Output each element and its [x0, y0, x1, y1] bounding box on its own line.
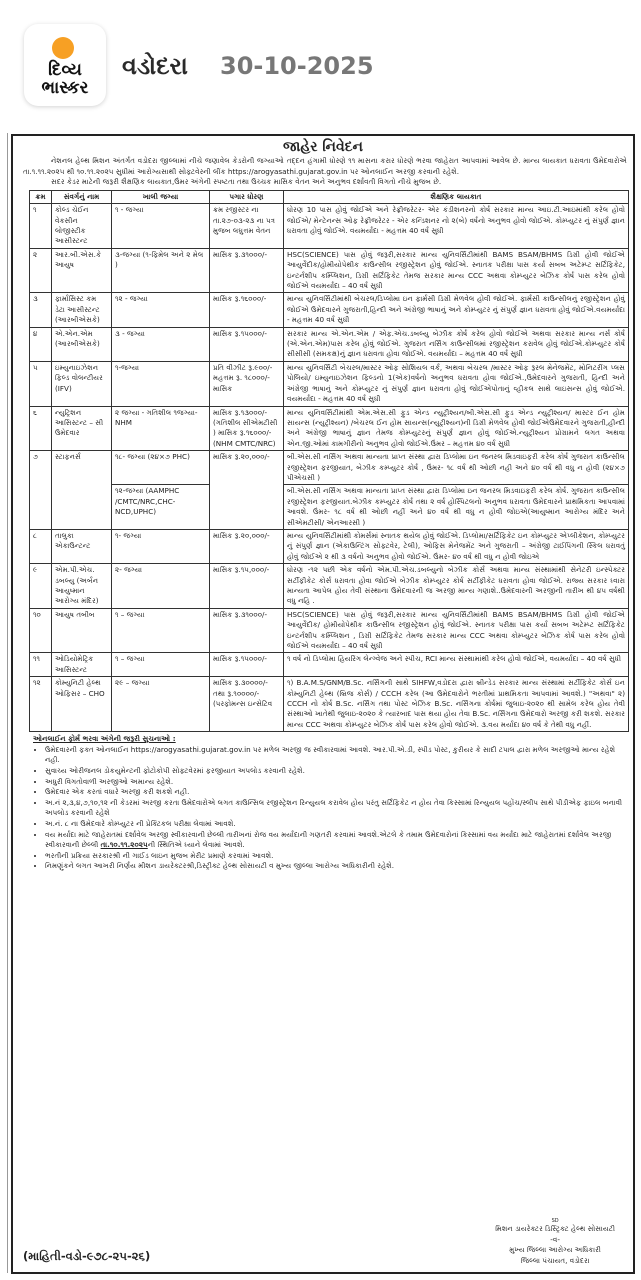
logo-text-line2: ભાસ્કર	[41, 78, 89, 98]
vacancy-cell: ૩ - જગ્યા	[112, 327, 210, 361]
instruction-item: • અ.નં ૨,૩,૪,૭,૧૦,૧૨ ની કેડરમાં અરજી કરતા ઉમેદવારોએ લગત કાઉન્સિલ રજીસ્ટ્રેશન રિન્યુયલ કરાવેલ હોય પરંતુ સર્ટિફિકેટ ન હોય તેવા કિસ્સામાં રિન્યુયલ પહોંચ/સ્લીપ સાથે પીડીએફ ફાઇલ બનાવી અપલોડ કરવાની રહેશે	[45, 798, 625, 819]
last-date: તા.૧૦.૧૧.૨૦૨૫	[100, 840, 148, 850]
vacancy-cell: ૩-જગ્યા (૧-ફિમેલ અને ૨ મેલ )	[112, 248, 210, 293]
instruction-item-age	[45, 830, 625, 851]
serial-cell: ૨	[30, 248, 52, 293]
qualification-cell: ૧ વર્ષ નો ડિપ્લોમા હિયરિંગ લેન્ગ્વેજ અને સ્પીચ, RCI માન્ય સંસ્થામાંથી કરેલ હોવો જોઈએ, વયમર્યાદા – 40 વર્ષ સુધી	[284, 653, 629, 677]
signature-block	[495, 1218, 615, 1266]
vacancy-cell: ૧ – જગ્યા	[112, 653, 210, 677]
header-serial: ક્રમ	[30, 190, 52, 203]
intro-paragraph-2: સદર કેડર માટેની જરૂરી શૈક્ષણિક લાયકાત,ઉંમર અંગેની સ્પષ્ટતા તથા ઉચ્ચક માસિક વેતન અને અનુભવ દર્શાવતી વિગતો નીચે મુજબ છે.	[51, 177, 442, 187]
serial-cell: ૯	[30, 564, 52, 609]
vacancy-cell: ૧૮- જગ્યા (૨૪×૭ PHC)	[112, 451, 210, 485]
pay-cell: માસિક રૂ.૧૬૦૦૦/-	[210, 293, 284, 327]
header-post-name: સંવર્ગનું નામ	[52, 190, 112, 203]
vacancy-cell: ૧- જગ્યા	[112, 529, 210, 563]
qualification-cell: બી.એસ.સી નર્સિંગ અથવા માન્યતા પ્રાપ્ત સંસ્થા દ્વારા ડિપ્લોમા ઇન જનરલ મિડવાઇફરી કરેલ કોર્ષ ગુજરાત કાઉન્સીલ રજીસ્ટ્રેશન ફરજીયાત, બેઝીક કમ્પ્યુટર કોર્ષ , ઉંમર- ૧૮ વર્ષ થી ઓછી નહી અને ૪૦ વર્ષ થી વધુ ન હોવી (૨૪×૭ પીએચસી )	[284, 451, 629, 485]
sd-mark: SD	[551, 1218, 559, 1224]
qualification-cell: HSC(SCIENCE) પાસ હોવું જરૂરી,સરકાર માન્ય યુનિવર્સિટીમાંથી BAMS BSAM/BHMS ડિગ્રી હોવી જોઈએ આયુર્વેદીક/ હોમીયોપેથીક કાઉન્સીલ રજીસ્ટ્રેશન હોવું જોઈએ. સ્નાતક પરીક્ષા પાસ કર્યા સબબ અટેમ્પ્ટ સર્ટિફિકેટ ઇન્ટર્નશીપ કમ્પ્લિશન , ડિગ્રી સર્ટિફિકેટ તેમજ સરકાર માન્ય CCC અથવા કોમ્પ્યુટર બેઝિક કોર્ષ પાસ કરેલ હોવો જોઈએ વયમર્યાદા – 40 વર્ષ સુધી	[284, 608, 629, 653]
serial-cell: ૧૦	[30, 608, 52, 653]
table-row	[30, 406, 629, 451]
signatory-line-3: મુખ્ય જિલ્લા આરોગ્ય અધિકારી	[509, 1245, 601, 1254]
serial-cell: ૫	[30, 361, 52, 406]
post-name-cell: એ.એન.એમ (આરબીએસકે)	[52, 327, 112, 361]
notice-intro	[13, 156, 633, 188]
table-row	[30, 564, 629, 609]
qualification-cell: માન્ય યુનિવર્સિટીમાંથી કોમર્સમાં સ્નાતક થયેલ હોવું જોઈએ. ડિપ્લોમા/સર્ટિફિકેટ ઇન કોમ્પ્યુટર એપ્લીકેશન, કોમ્પ્યુટર નું સંપુર્ણ જ્ઞાન (એકાઉન્ટિંગ સોફ્ટવેર, ટેલી), ઓફિસ મેનેજમેંટ અને ગુજરાતી – અંગ્રેજી ટાઈપિંગની સ્કિલ ધરાવતું હોવું જોઈએ ૨ થી ૩ વર્ષનો અનુભવ હોવો જોઈએ. ઉંમર- ૪૦ વર્ષ થી વધુ ન હોવી જોઇએ	[284, 529, 629, 563]
vacancy-cell: ૧ - જગ્યા	[112, 204, 210, 249]
vacancy-cell: ૨- જગ્યા	[112, 564, 210, 609]
pay-cell: માસિક રૂ.૧૫,૦૦૦/-	[210, 564, 284, 609]
post-name-cell: તાલુકા એકાઉન્ટન્ટ	[52, 529, 112, 563]
table-row	[30, 451, 629, 485]
notice-title: જાહેર નિવેદન	[283, 139, 363, 155]
post-name-cell: આર.બી.એસ.કે આયુષ	[52, 248, 112, 293]
intro-paragraph-1: નેશનલ હેલ્થ મિશન અંતર્ગત વડોદરા જીલ્લામાં નીચે જણાવેલ કેડરોની જગ્યાઓ તદ્દન હંગામી ધોરણે ૧૧ માસના કરાર ધોરણે ભરવા જાહેરાત આપવામાં આવેલ છે. માન્ય લાયકાત ધરાવતા ઉમેદવારોએ તા.૧.૧૧.૨૦૨૫ થી ૧૦.૧૧.૨૦૨૫ સુધીમાં આરોગ્યસાથી સોફ્ટવેરની લીંક https://arogyasathi.gujarat.gov.in પર ઓનલાઈન અરજી કરવાની રહેશે.	[23, 156, 627, 176]
signatory-line-4: જિલ્લા પંચાયત, વડોદરા	[520, 1255, 590, 1265]
vacancy-cell: ૧૨-જગ્યા (AAMPHC /CMTC/NRC,CHC-NCD,UPHC)	[112, 485, 210, 530]
table-row	[30, 529, 629, 563]
post-name-cell: ન્યુટ્રિશન આસિસ્ટન્ટ – સી ઉમેદવાર	[52, 406, 112, 451]
edition-date: 30-10-2025	[220, 52, 374, 80]
serial-cell: ૮	[30, 529, 52, 563]
vacancy-cell: ૧-જગ્યા	[112, 361, 210, 406]
pay-cell: માસિક રૂ.૨૦,૦૦૦/-	[210, 529, 284, 563]
post-name-cell: સ્ટાફનર્સ	[52, 451, 112, 530]
qualification-cell: માન્ય યુનિવર્સિટીમાંથી બેચરલ/ડિપ્લોમા ઇન ફાર્મસી ડિગ્રી મેળવેલ હોવી જોઈએ. ફાર્મસી કાઉન્સીલનું રજીસ્ટ્રેશન હોવું જોઈએ ઉમેદવારને ગુજરાતી,હિન્દી અને અંગ્રેજી ભાષાનું અને કોમ્પ્યુટર નું સંપુર્ણ જ્ઞાન ધરાવતા હોવું જોઈએ.વયમર્યાદા - મહત્તમ 40 વર્ષ સુધી	[284, 293, 629, 327]
adjacent-column-edge	[0, 133, 8, 1273]
pay-cell: માસિક રૂ.૩૧૦૦૦/-	[210, 608, 284, 653]
pay-cell: માસિક રૂ.૩૧૦૦૦/-	[210, 248, 284, 293]
instruction-item: • નિમણુંકને લગત આખરી નિર્ણય મીશન ડાયરેક્ટરશ્રી,ડિસ્ટ્રીક્ટ હેલ્થ સોસાયટી વ મુખ્ય જીલ્લા આરોગ્ય અધિકારીની રહેશે.	[45, 861, 625, 872]
table-row	[30, 204, 629, 249]
instruction-item: • ઉમેદવારની ફક્ત ઓનલાઈન https://arogyasathi.gujarat.gov.in પર મળેલ અરજી જ સ્વીકારવામાં આવશે. આર.પી.એ.ડી, સ્પીડ પોસ્ટ, કુરીયર કે સાદી ટપાલ દ્વારા મળેલ અરજીઓ માન્ય રહેશે નહી.	[45, 745, 625, 766]
instruction-item: • ભરતીની પ્રક્રિયા સરકારશ્રી ની ગાઈડ લાઇન મુજબ મેરીટ પ્રમાણે કરવામાં આવશે.	[45, 851, 625, 862]
table-row	[30, 248, 629, 293]
vacancy-cell: ૨ જગ્યા - ગતિશીલ ૧જગ્યા- NHM	[112, 406, 210, 451]
post-name-cell: ઇમ્યુનાઇઝેશન ફિલ્ડ વોલન્ટીયર (IFV)	[52, 361, 112, 406]
qualification-cell: ધોરણ 10 પાસ હોવું જોઈએ અને રેફ્રીજરેટર- એર કંડીશનરનો કોર્ષ સરકાર માન્ય આઇ.ટી.આઇમાંથી કરેલ હોવો જોઈએ/ મેન્ટેનન્સ ઓફ રેફ્રીજરેટર - એર કન્ડિશનર નો ૨(બે) વર્ષનો અનુભવ હોવો જોઈએ. કોમ્પ્યુટર નું સંપુર્ણ જ્ઞાન ધરાવતા હોવું જોઈએ. વયમર્યાદા - મહત્તમ 40 વર્ષ સુધી	[284, 204, 629, 249]
serial-cell: ૩	[30, 293, 52, 327]
table-row	[30, 677, 629, 732]
signatory-line-1: મિશન ડાયરેક્ટર ડિસ્ટ્રિક્ટ હેલ્થ સોસાયટી	[495, 1224, 615, 1233]
instruction-item: • અ.નં. ૮ ના ઉમેદવારે કોમ્પ્યુટર ની પ્રેક્ટિકલ પરીક્ષા લેવામાં આવશે.	[45, 819, 625, 830]
instruction-item: • સુવાચ્ય ઓરીજનલ ડોકયુમેન્ટની ફોટોકોપી સોફ્ટવેરમાં ફરજીયાત અપલોડ કરવાની રહેશે.	[45, 766, 625, 777]
vacancy-cell: ૨૯ – જગ્યા	[112, 677, 210, 732]
header-pay-scale: પગાર ધોરણ	[210, 190, 284, 203]
table-row	[30, 327, 629, 361]
pay-cell: માસિક રૂ.૨૦,૦૦૦/-	[210, 451, 284, 530]
signatory-line-2: -વ-	[550, 1234, 560, 1244]
table-row	[30, 485, 629, 530]
instructions-list	[33, 745, 625, 872]
vacancy-cell: ૧ – જગ્યા	[112, 608, 210, 653]
vacancy-cell: ૧૨ - જગ્યા	[112, 293, 210, 327]
instructions	[13, 732, 633, 872]
reference-number: (માહિતી-વડો-૯૭૮-૨૫-૨૬)	[23, 1249, 151, 1264]
serial-cell: ૭	[30, 451, 52, 530]
header-vacancy: ખાલી જગ્યા	[112, 190, 210, 203]
post-name-cell: ઓડિયોમેટ્રિક આસિસ્ટન્ટ	[52, 653, 112, 677]
table-row	[30, 653, 629, 677]
age-text-before: વય મર્યાદા માટે જાહેરાતમાં દર્શાવેલ અરજી સ્વીકારવાની છેલ્લી તારીખનાં રોજ વય મર્યાદાની ગણતરી કરવામાં આવશે.એટલે કે તમામ ઉમેદવારોનાં કિસ્સામાં વય મર્યાદા માટે જાહેરાતમાં દર્શાવેલ અરજી સ્વીકારવાની છેલ્લી	[45, 829, 612, 850]
divya-bhaskar-logo[interactable]	[24, 24, 106, 106]
post-name-cell: કોમ્યુનિટી હેલ્થ ઓફિસર – CHO	[52, 677, 112, 732]
pay-cell: પ્રતિ વીઝીટ રૂ.૯૦૦/- મહત્તમ રૂ. ૧૮૦૦૦/- માસિક	[210, 361, 284, 406]
table-row	[30, 361, 629, 406]
instruction-item: • અધુરી વિગતોવાળી અરજીઓ અમાન્ય રહેશે.	[45, 777, 625, 788]
serial-cell: ૬	[30, 406, 52, 451]
header-qualification: શૈક્ષણિક લાયકાત	[284, 190, 629, 203]
public-notice	[11, 134, 635, 1274]
table-row	[30, 608, 629, 653]
sun-icon	[52, 37, 74, 59]
post-name-cell: ફાર્માસિસ્ટ કમ ડેટા આસીસ્ટન્ટ (આરબીએસકે)	[52, 293, 112, 327]
pay-cell: ક્રમ રજીસ્ટર ના તા.૨૭-૦૩-૨૩ ના પત્ર મુજબ લઘુત્તમ વેતન	[210, 204, 284, 249]
qualification-cell: સરકાર માન્ય એ.એન.એમ / એફ.એચ.ડબલ્યુ બેઝીક કોર્ષ કરેલ હોવો જોઈએ અથવા સરકાર માન્ય નર્સ કોર્ષ (એ.એન.એમ)પાસ કરેલ હોવું જોઈએ. ગુજરાત નર્સિંગ કાઉન્સીલમાં રજીસ્ટ્રેશન કરાવેલ હોવું જોઈએ.કોમ્પ્યુટર કોર્ષ સીસીસી (સમકક્ષ)નું જ્ઞાન ધરાવતા હોવા જોઈએ. વયમર્યાદા – મહત્તમ 40 વર્ષ સુધી	[284, 327, 629, 361]
logo-text-line1: દિવ્ય	[48, 60, 82, 80]
table-row	[30, 293, 629, 327]
pay-cell: માસિક રૂ.૧૫૦૦૦/-	[210, 653, 284, 677]
table-header-row	[30, 190, 629, 203]
post-name-cell: એમ.પી.એચ. ડબલ્યુ (અર્બન આયુષ્માન આરોગ્ય મંદિર)	[52, 564, 112, 609]
serial-cell: ૧	[30, 204, 52, 249]
qualification-cell: બી.એસ.સી નર્સિંગ અથવા માન્યતા પ્રાપ્ત સંસ્થા દ્વારા ડિપ્લોમા ઇન જનરલ મિડવાઇફરી કરેલ કોર્ષ. ગુજરાત કાઉન્સીલ રજીસ્ટ્રેશન ફરજીયાત.બેઝીક કમ્પ્યુટર કોર્ષ તથા ૨ વર્ષ હોસ્પિટલનો અનુભવ ધરાવતા ઉમેદવારને પ્રાથમિકતા આપવામાં આવશે. ઉંમર- ૧૮ વર્ષ થી ઓછી નહીં અને ૪૦ વર્ષ થી વધુ ન હોવી જોઇએ(આયુષ્માન આરોગ્ય મંદિર અને સીએમટીસી/ એનઆરસી )	[284, 485, 629, 530]
instruction-item: • ઉમેદવાર એક કરતાં વધારે અરજી કરી શકશે નહી.	[45, 787, 625, 798]
edition-city: વડોદરા	[122, 52, 188, 80]
qualification-cell: માન્ય યુનિવર્સિટી બેચરલ/માસ્ટર ઓફ સોશિયલ વર્ક, અથવા બેચરલ /માસ્ટર ઓફ રૂરલ મેનેજમેંટ, મોનિટરીંગ પ્લસ પોલિયો/ ઇમ્યુનાઇઝેશન ફિલ્ડનો 1(એક)વર્ષનો અનુભવ ધરાવતા હોવા જોઈએ.,ઉમેદવારને ગુજરાતી, હિન્દી અને અંગ્રેજી ભાષાનું અને કોમ્પ્યુટર નું સંપુર્ણ જ્ઞાન ધરાવતા હોવું જોઈએપોતાનું વ્હીકલ સાથે લાઇસન્સ હોવું જોઈએ. વયમર્યાદા - મહત્તમ 40 વર્ષ સુધી	[284, 361, 629, 406]
pay-cell: માસિક રૂ.૧૫૦૦૦/-	[210, 327, 284, 361]
serial-cell: ૧૨	[30, 677, 52, 732]
qualification-cell: HSC(SCIENCE) પાસ હોવું જરૂરી,સરકાર માન્ય યુનિવર્સિટીમાંથી BAMS BSAM/BHMS ડિગ્રી હોવી જોઈએ આયુર્વેદીક/હોમીયોપેથીક કાઉન્સીલ રજીસ્ટ્રેશન હોવું જોઈએ. સ્નાતક પરીક્ષા પાસ કર્યા સબબ અટેમ્પ્ટ સર્ટિફિકેટ, ઇન્ટર્નશીપ કમ્પ્લિશન, ડિગ્રી સર્ટિફિકેટ તેમજ સરકાર માન્ય CCC અથવા કોમ્પ્યુટર બેઝિક કોર્ષ પાસ કરેલ હોવો જોઈએ વયમર્યાદા – 40 વર્ષ સુધી	[284, 248, 629, 293]
age-text-after: ની સ્થિતિએ ધ્યાને લેવામાં આવશે.	[147, 840, 245, 850]
post-name-cell: કોલ્ડ ચેઈન વેકસીન લોજીસ્ટીક આસીસ્ટન્ટ	[52, 204, 112, 249]
serial-cell: ૧૧	[30, 653, 52, 677]
serial-cell: ૪	[30, 327, 52, 361]
instructions-heading: ઓનલાઈન ફોર્મ ભરવા અંગેની જરૂરી સુચનાઓ :	[33, 734, 176, 744]
pay-cell: માસિક રૂ.૩૦૦૦૦/- તથા રૂ.૧૦૦૦૦/- (પરફોમન્સ ઇન્સેટિવ	[210, 677, 284, 732]
qualification-cell: માન્ય યુનિવર્સિટીમાંથી એમ.એસ.સી ફુડ એન્ડ ન્યુટ્રીશ્યન/બી.એસ.સી ફુડ એન્ડ ન્યુટ્રીશ્યન/ માસ્ટર ઈન હોમ સાયન્સ (ન્યુટ્રીશ્યન) /બેચરલ ઈન હોમ સાયન્સ(ન્યુટ્રીશ્યન)ની ડિગ્રી મેળવેલ હોવી જોઈએઉમેદવારને ગુજરાતી,હીન્દી અને અંગ્રેજી ભાષાનું જ્ઞાન તેમજ કોમ્પ્યુટરનું સંપુર્ણ જ્ઞાન હોવું જોઈએ.ન્યુટ્રીશ્યન પ્રોગ્રામને લગત અથવા એન.જી.ઓમાં કામગીરીનો અનુભવ હોવો જોઈએ.ઉંમર – મહત્તમ ૪૦ વર્ષ સુધી	[284, 406, 629, 451]
qualification-cell: ૧) B.A.M.S/GNM/B.Sc. નર્સિંગની સાથે SIHFW,વડોદરા દ્વારા બ્રીન્ડેડ સરકાર માન્ય સંસ્થામાં સર્ટીફિકેટ કોર્સ ઇન કોમ્યુનિટી હેલ્થ (બ્રિજ કોર્સ) / CCCH કરેલ (આ ઉમેદવારોને ભરતીમાં પ્રાથમિકતા આપવામાં આવશે.) "અથવા" ૨) CCCH નો કોર્ષ B.Sc. નર્સિંગ તથા પોસ્ટ બેઝિક B.Sc. નર્સિંગના કોર્ષમાં જુલાઇ-૨૦૨૦ થી સામેલ કરેલ હોય તેવી સંસ્થાઓ ખાતેથી જુલાઇ-૨૦૨૦ કે ત્યારબાદ પાસ થયા હોય તેવા B.Sc. નર્સિંગના ઉમેદવારો અરજી કરી શકશે. સરકાર માન્ય CCC અથવા કોમ્પ્યુટર બેઝિક કોર્ષ પાસ કરેલ હોવો જોઈએ. ૩.વય મર્યાદા ૪૦ વર્ષ કે તેથી વધુ નહીં.	[284, 677, 629, 732]
post-name-cell: આયુષ તબીબ	[52, 608, 112, 653]
pay-cell: માસિક રૂ.૧૩૦૦૦/- (ગતિશીલ સીએમટીસી ) માસિક રૂ.૧૬૦૦૦/- (NHM CMTC/NRC)	[210, 406, 284, 451]
qualification-cell: ધોરણ -૧૨ પછી એક વર્ષનો એમ.પી.એચ.ડબલ્યુનો બેઝીક કોર્સ અથવા માન્ય સંસ્થામાંથી સેનેટરી ઇન્સ્પેક્ટર સર્ટીફીકેટ કોર્સ ધરાવતા હોવા જોઈએ બેઝીક કોમ્પ્યુટર કોર્ષ સર્ટીફીકેટ ધરાવતા હોવા જોઈએ. રાજ્ય સરકાર ધ્વારા માન્યતા આપેલ હોય તેવી સંસ્થાના ઉમેદવારની જ અરજી માન્ય ગણાશે..ઉમેદવારની અરજીની તારીખ થી ૪૫ વર્ષથી વધુ નહિ .	[284, 564, 629, 609]
app-header	[0, 0, 641, 130]
vacancy-table	[29, 190, 629, 733]
